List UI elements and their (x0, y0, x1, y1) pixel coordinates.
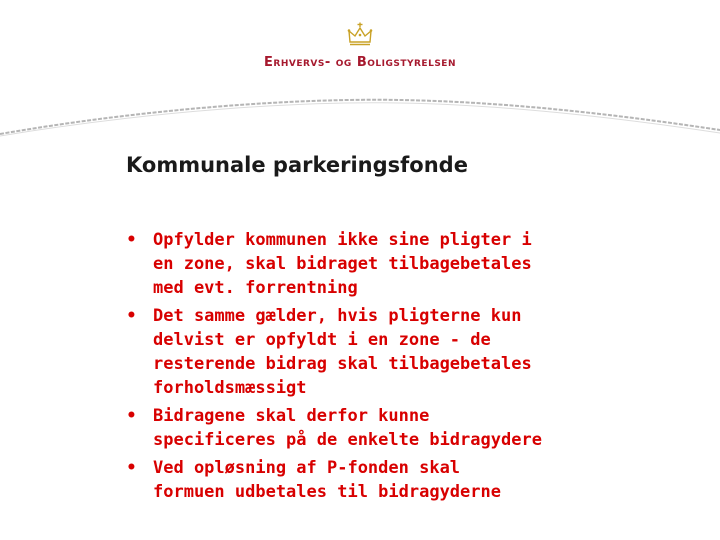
bullet-dot-icon: • (126, 306, 137, 326)
bullet-item (126, 404, 606, 452)
bullet-dot-icon: • (126, 458, 137, 478)
bullet-dot-icon: • (126, 230, 137, 250)
bullet-line: Opfylder kommunen ikke sine pligter i (153, 230, 532, 250)
bullet-dot-icon: • (126, 406, 137, 426)
header-swoosh (0, 90, 720, 150)
bullet-line: delvist er opfyldt i en zone - de (153, 330, 491, 350)
crown-icon (346, 22, 374, 48)
bullet-line: specificeres på de enkelte bidragydere (153, 430, 542, 450)
bullet-line: Ved opløsning af P-fonden skal (153, 458, 461, 478)
bullet-list (126, 228, 606, 508)
bullet-line: med evt. forrentning (153, 278, 358, 298)
bullet-line: resterende bidrag skal tilbagebetales (153, 354, 532, 374)
bullet-line: Det samme gælder, hvis pligterne kun (153, 306, 522, 326)
bullet-item (126, 456, 606, 504)
bullet-line: Bidragene skal derfor kunne (153, 406, 430, 426)
organization-name: Erhvervs- og Boligstyrelsen (264, 55, 456, 70)
bullet-item (126, 228, 606, 300)
bullet-item (126, 304, 606, 400)
bullet-line: en zone, skal bidraget tilbagebetales (153, 254, 532, 274)
slide-title: Kommunale parkeringsfonde (126, 153, 468, 177)
bullet-line: forholdsmæssigt (153, 378, 307, 398)
bullet-line: formuen udbetales til bidragyderne (153, 482, 501, 502)
